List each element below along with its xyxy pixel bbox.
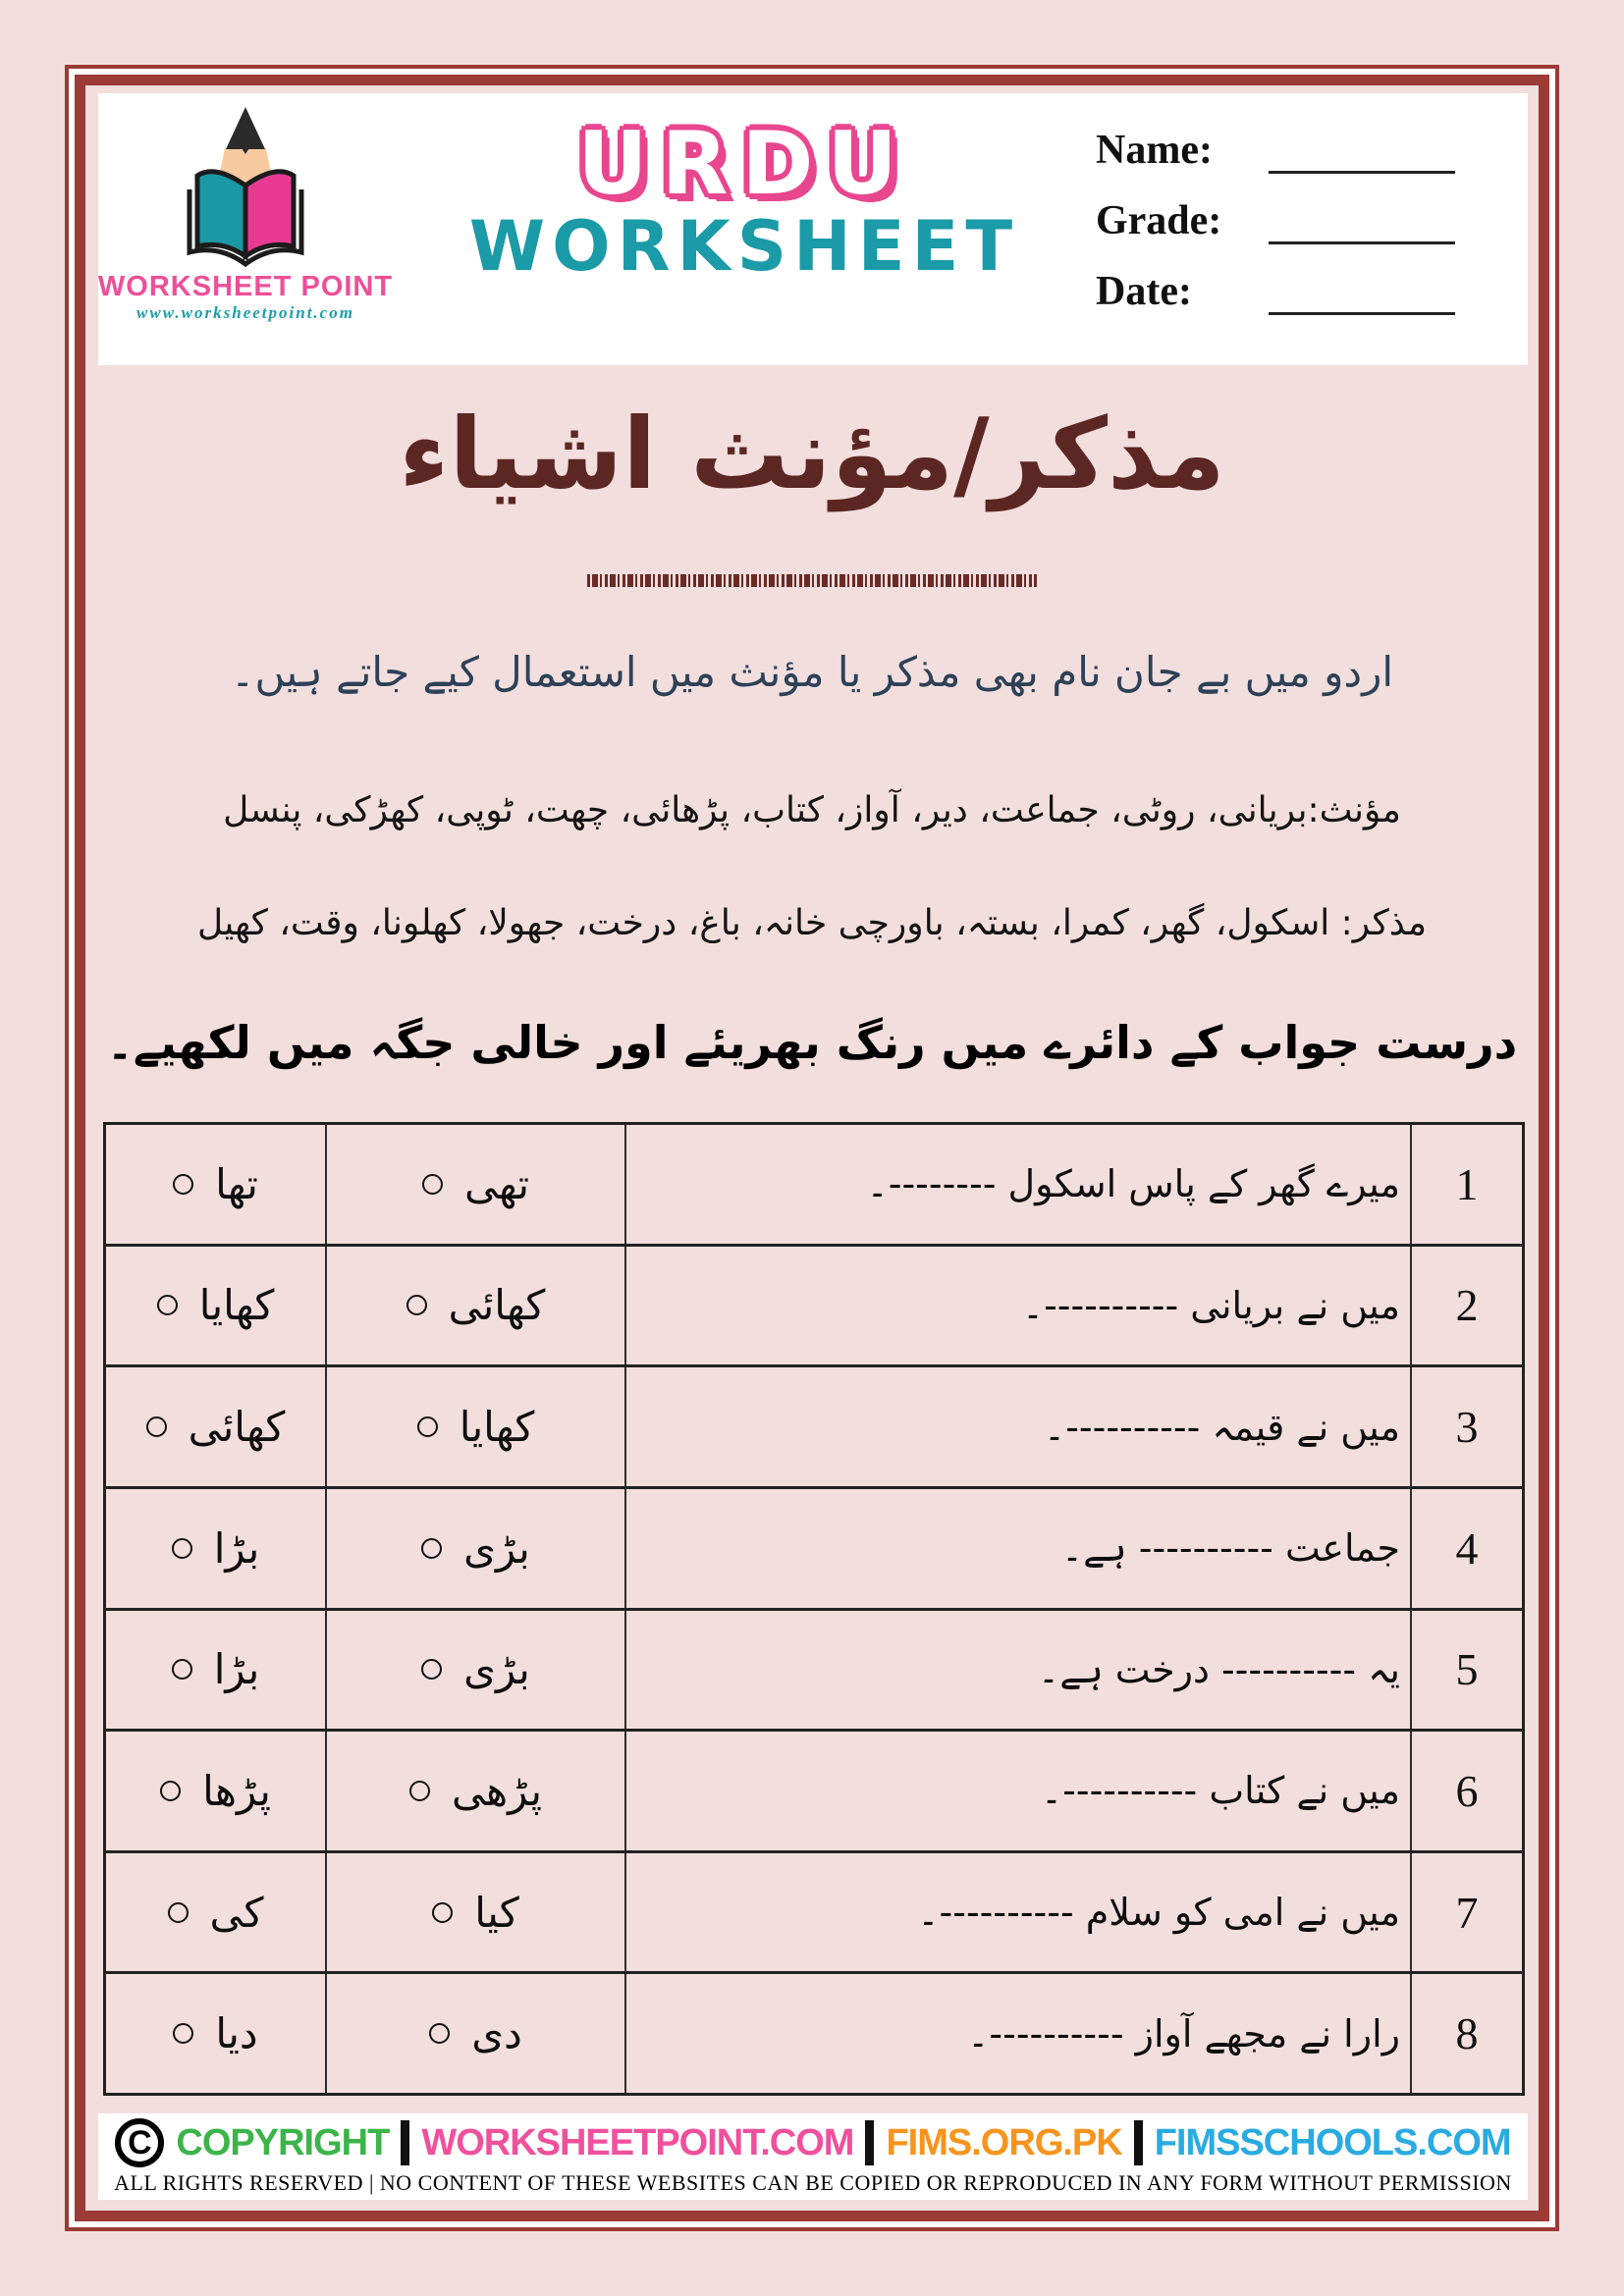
masculine-words-list: مذکر: اسکول، گھر، کمرا، بستہ، باورچی خانہ، باغ، درخت، جھولا، کھلونا، وقت، کھیل: [197, 903, 1427, 943]
option-b-word: بڑی: [463, 1523, 530, 1573]
row-number: 4: [1455, 1522, 1479, 1574]
date-blank-line[interactable]: [1269, 282, 1455, 315]
answer-bubble[interactable]: [421, 1538, 442, 1559]
row-number: 5: [1455, 1644, 1479, 1695]
option-a-word: دیا: [215, 2009, 258, 2058]
table-row: [106, 1974, 1522, 2093]
option-b-word: کیا: [474, 1888, 519, 1937]
option-a[interactable]: [106, 1489, 327, 1608]
option-a-word: کھائی: [188, 1403, 286, 1452]
answer-bubble[interactable]: [173, 1174, 193, 1195]
worksheet-title: مذکر/مؤنث اشیاء: [399, 397, 1225, 511]
title-divider: [587, 574, 1037, 587]
row-number: 1: [1455, 1158, 1479, 1209]
logo-brand-text: WORKSHEET POINT: [97, 271, 394, 302]
fims-org-link[interactable]: FIMS.ORG.PK: [886, 2121, 1122, 2163]
worksheet-point-logo: [98, 93, 393, 365]
grade-field: [1096, 197, 1498, 244]
banner: [393, 93, 1096, 287]
logo-website-link[interactable]: www.worksheetpoint.com: [136, 303, 354, 322]
separator-bar: [401, 2120, 409, 2165]
row-number: 2: [1455, 1280, 1479, 1331]
answer-bubble[interactable]: [157, 1295, 178, 1315]
option-b[interactable]: [327, 1367, 626, 1486]
option-a[interactable]: [106, 1611, 327, 1730]
row-number: 3: [1455, 1402, 1479, 1453]
option-a[interactable]: [106, 1853, 327, 1972]
option-a-word: بڑا: [213, 1523, 260, 1573]
option-a[interactable]: [106, 1367, 327, 1486]
student-fields: [1096, 93, 1528, 315]
footer: [98, 2113, 1528, 2200]
sentence-with-blank: میں نے کتاب ----------۔: [626, 1732, 1412, 1850]
answer-bubble[interactable]: [432, 1902, 453, 1923]
option-a[interactable]: [106, 1247, 327, 1365]
grade-blank-line[interactable]: [1269, 211, 1455, 244]
option-a-word: بڑا: [213, 1645, 260, 1694]
table-row: [106, 1367, 1522, 1489]
sentence-with-blank: میں نے قیمہ ----------۔: [626, 1367, 1412, 1486]
answer-bubble[interactable]: [406, 1295, 427, 1315]
banner-title-urdu: URDU: [577, 113, 911, 214]
sentence-with-blank: یہ ---------- درخت ہے۔: [626, 1611, 1412, 1730]
intro-text: اردو میں بے جان نام بھی مذکر یا مؤنث میں استعمال کیے جاتے ہیں۔: [230, 648, 1394, 696]
option-a[interactable]: [106, 1732, 327, 1850]
copyright-label: COPYRIGHT: [176, 2121, 390, 2163]
answer-bubble[interactable]: [417, 1416, 438, 1437]
answer-bubble[interactable]: [172, 1659, 192, 1680]
table-row: [106, 1247, 1522, 1368]
table-row: [106, 1611, 1522, 1733]
table-row: [106, 1853, 1522, 1975]
answer-bubble[interactable]: [160, 1781, 181, 1801]
sentence-with-blank: میں نے بریانی ----------۔: [626, 1247, 1412, 1365]
sentence-with-blank: میرے گھر کے پاس اسکول --------۔: [626, 1125, 1412, 1244]
option-a[interactable]: [106, 1974, 327, 2093]
answer-bubble[interactable]: [172, 1538, 192, 1559]
worksheetpoint-link[interactable]: WORKSHEETPOINT.COM: [421, 2121, 854, 2163]
option-a-word: کی: [209, 1888, 264, 1937]
name-blank-line[interactable]: [1269, 140, 1455, 174]
option-b-word: پڑھی: [451, 1766, 543, 1815]
answer-bubble[interactable]: [421, 1659, 442, 1680]
option-b-word: دی: [471, 2009, 522, 2058]
option-a[interactable]: [106, 1125, 327, 1244]
answer-bubble[interactable]: [429, 2023, 450, 2044]
sentence-with-blank: جماعت ---------- ہے۔: [626, 1489, 1412, 1608]
answers-table: [103, 1122, 1525, 2096]
option-b-word: تھی: [463, 1159, 530, 1208]
answer-bubble[interactable]: [146, 1416, 167, 1437]
banner-title-worksheet: WORKSHEET: [468, 206, 1020, 287]
copyright-icon: C: [115, 2118, 164, 2167]
option-b[interactable]: [327, 1974, 626, 2093]
date-field: [1096, 268, 1498, 315]
option-b-word: بڑی: [463, 1645, 530, 1694]
footer-brand-line: [115, 2115, 1510, 2170]
separator-bar: [1134, 2120, 1143, 2165]
answer-bubble[interactable]: [168, 1902, 189, 1923]
feminine-words-list: مؤنث:بریانی، روٹی، جماعت، دیر، آواز، کتاب، پڑھائی، چھت، ٹوپی، کھڑکی، پنسل: [223, 790, 1401, 830]
option-a-word: پڑھا: [202, 1766, 271, 1815]
fimsschools-link[interactable]: FIMSSCHOOLS.COM: [1154, 2121, 1511, 2163]
grade-label: Grade:: [1096, 198, 1222, 243]
option-b-word: کھائی: [448, 1281, 546, 1330]
option-b[interactable]: [327, 1853, 626, 1972]
sentence-with-blank: رارا نے مجھے آواز ----------۔: [626, 1974, 1412, 2093]
table-row: [106, 1489, 1522, 1611]
option-a-word: تھا: [215, 1159, 258, 1208]
answer-bubble[interactable]: [409, 1781, 430, 1801]
row-number: 6: [1455, 1765, 1479, 1816]
answer-bubble[interactable]: [422, 1174, 443, 1195]
option-b[interactable]: [327, 1611, 626, 1730]
instruction-text: درست جواب کے دائرے میں رنگ بھریئے اور خالی جگہ میں لکھیے۔: [106, 1016, 1518, 1069]
rights-reserved-text: ALL RIGHTS RESERVED | NO CONTENT OF THESE WEBSITES CAN BE COPIED OR REPRODUCED IN ANY FORM WITHOUT PERMISSION: [114, 2170, 1512, 2195]
option-b[interactable]: [327, 1125, 626, 1244]
separator-bar: [865, 2120, 874, 2165]
option-b[interactable]: [327, 1247, 626, 1365]
option-b[interactable]: [327, 1489, 626, 1608]
sentence-with-blank: میں نے امی کو سلام ----------۔: [626, 1853, 1412, 1972]
answer-bubble[interactable]: [173, 2023, 193, 2044]
name-field: [1096, 127, 1498, 174]
name-label: Name:: [1096, 128, 1213, 173]
date-label: Date:: [1096, 269, 1192, 314]
pencil-book-icon: [168, 103, 323, 273]
option-b[interactable]: [327, 1732, 626, 1850]
table-row: [106, 1125, 1522, 1247]
row-number: 7: [1455, 1887, 1479, 1938]
row-number: 8: [1455, 2008, 1479, 2059]
header: [98, 93, 1528, 365]
option-b-word: کھایا: [459, 1403, 535, 1452]
option-a-word: کھایا: [198, 1281, 275, 1330]
table-row: [106, 1732, 1522, 1853]
